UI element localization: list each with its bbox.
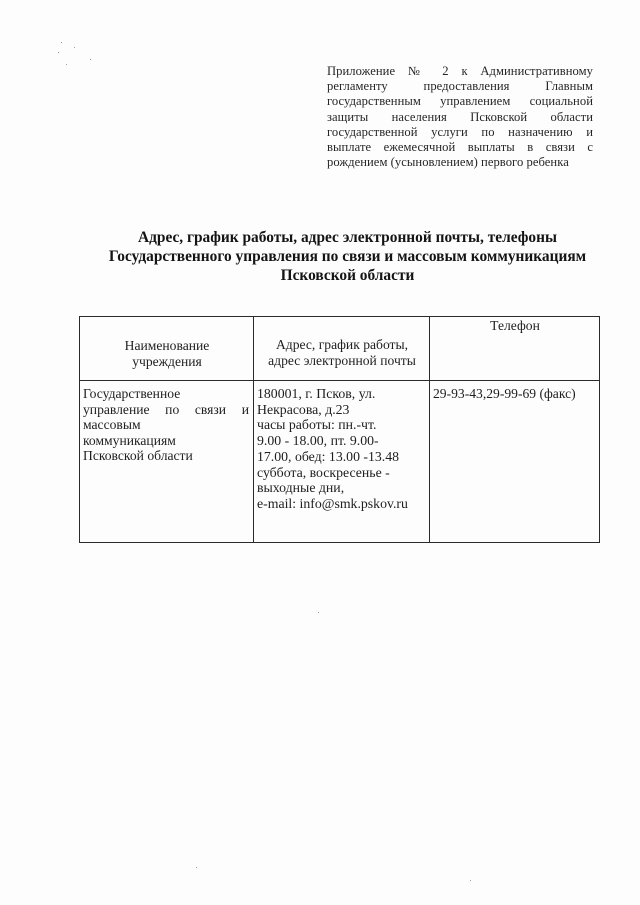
header-phone: Телефон [490, 318, 540, 333]
table-divider [253, 317, 254, 542]
cell-line: 17.00, обед: 13.00 -13.48 [257, 448, 400, 464]
cell-line: часы работы: пн.-чт. [257, 417, 377, 433]
cell-line: Некрасова, д.23 [257, 401, 350, 417]
scan-speck [90, 59, 91, 60]
cell-line: Псковской области [83, 448, 193, 464]
header-address-line: адрес электронной почты [268, 352, 416, 368]
contacts-table [79, 316, 600, 543]
scan-speck [470, 880, 471, 881]
header-name-line: Наименование [124, 338, 210, 353]
appendix-line: рождением (усыновлением) первого ребенка [327, 155, 569, 170]
table-divider [80, 380, 599, 381]
header-name-line: учреждения [132, 353, 202, 369]
title-line: Адрес, график работы, адрес электронной почты, телефоны [138, 229, 557, 246]
cell-line: суббота, воскресенье - [257, 464, 390, 480]
scan-speck [196, 867, 197, 868]
cell-institution-name [83, 386, 249, 464]
appendix-line: государственным управлением социальной [327, 94, 593, 109]
header-address-line: Адрес, график работы, [275, 337, 409, 352]
title-line: Государственного управления по связи и массовым коммуникациям [108, 248, 587, 265]
document-title [90, 228, 605, 285]
cell-line: управление по связи и [83, 401, 249, 417]
scan-speck [66, 64, 67, 65]
cell-line: 180001, г. Псков, ул. [257, 386, 376, 401]
appendix-line: государственной услуги по назначению и [327, 124, 593, 139]
appendix-line: регламенту предоставления Главным [327, 79, 593, 94]
header-address [255, 337, 429, 368]
cell-line: Государственное [83, 386, 181, 401]
table-divider [429, 317, 430, 542]
scan-speck [318, 612, 319, 613]
appendix-line: защиты населения Псковской области [327, 109, 593, 124]
cell-line: массовым [83, 417, 141, 433]
appendix-line: выплате ежемесячной выплаты в связи с [327, 140, 593, 155]
cell-line: выходные дни, [257, 480, 345, 496]
cell-line: коммуникациям [83, 432, 176, 448]
appendix-line: Приложение № 2 к Административному [327, 64, 593, 78]
scan-speck [74, 47, 75, 48]
title-line: Псковской области [280, 267, 415, 284]
appendix-note [327, 64, 593, 170]
scan-speck [58, 52, 59, 53]
scan-speck [61, 42, 62, 43]
cell-address-schedule [257, 386, 429, 512]
cell-line: 9.00 - 18.00, пт. 9.00- [257, 433, 379, 449]
cell-email: e-mail: info@smk.pskov.ru [257, 495, 408, 511]
header-name [81, 338, 253, 369]
cell-phone: 29-93-43,29-99-69 (факс) [433, 386, 576, 401]
